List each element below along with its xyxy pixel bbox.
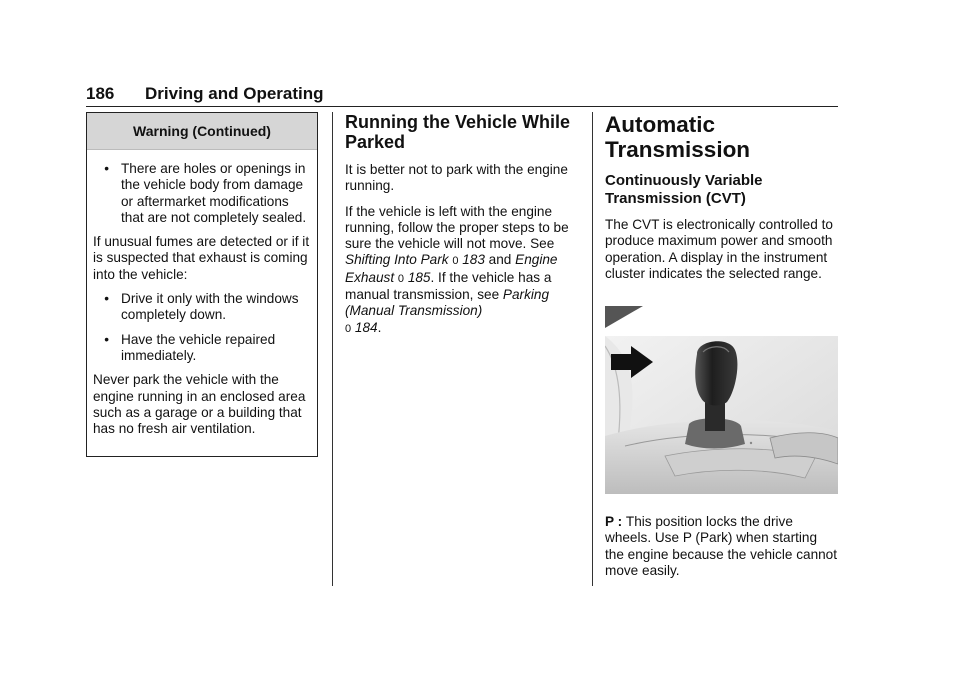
bullet-text: Drive it only with the windows completely down. [121,291,299,323]
column-divider [592,112,593,586]
section-title: Driving and Operating [145,84,324,103]
page-ref-icon: 0 [397,272,405,285]
automatic-section [605,112,838,291]
bullet-icon: • [104,291,109,307]
warning-body [87,150,317,437]
column-divider [332,112,333,586]
gear-shifter-drawing [605,306,838,494]
bullet-icon: • [104,161,109,176]
cvt-para: The CVT is electronically controlled to produce maximum power and smooth operation. A display in the instrument cluster indicates the selected range. [605,217,833,281]
page-ref[interactable]: 183 [462,252,485,268]
running-para1: It is better not to park with the engine running. [345,162,568,194]
warning-bullet [93,332,311,365]
text-run: . [377,319,382,335]
text-run: If the vehicle is left with the engine running, follow the proper steps to be sure the vehicle will not move. See [345,203,569,252]
link-parking-manual[interactable]: Parking (Manual Transmission) [345,287,550,319]
gear-shifter-illustration [605,306,838,494]
link-engine-exhaust[interactable]: Engine Exhaust [345,252,558,285]
text-run: and [484,252,516,268]
page-ref-icon: 0 [345,322,352,335]
bullet-text: Have the vehicle repaired immediately. [121,331,276,363]
bullet-text: There are holes or openings in the vehicle body from damage or aftermarket modifications that are not completely sealed. [121,161,307,225]
page-number: 186 [86,84,115,103]
warning-box [86,112,318,457]
p-text: This position locks the drive wheels. Use P (Park) when starting the engine because the vehicle cannot move easily. [605,514,838,578]
page-header [86,84,838,107]
running-para2 [345,204,580,337]
running-section [345,112,580,346]
warning-closing: Never park the vehicle with the engine running in an enclosed area such as a garage or a building that has no fresh air ventilation. [93,372,306,437]
text-run: . If the vehicle has a manual transmission, see [345,269,552,303]
cvt-subtitle: Continuously Variable Transmission (CVT) [605,172,763,207]
warning-bullet [93,161,311,226]
link-shifting-into-park[interactable]: Shifting Into Park [345,252,449,268]
page-ref-icon: 0 [452,255,459,268]
warning-bullet [93,291,311,324]
running-title: Running the Vehicle While Parked [345,112,571,152]
page-ref[interactable]: 184 [354,319,378,335]
warning-title: Warning (Continued) [87,113,317,150]
warning-intro: If unusual fumes are detected or if it is suspected that exhaust is coming into the vehicle: [93,234,310,282]
p-description [605,514,838,588]
p-label: P : [605,514,626,529]
bullet-icon: • [104,331,109,347]
corner-mark [605,306,643,328]
page-ref[interactable]: 185 [407,269,431,285]
automatic-title: Automatic Transmission [605,112,751,162]
